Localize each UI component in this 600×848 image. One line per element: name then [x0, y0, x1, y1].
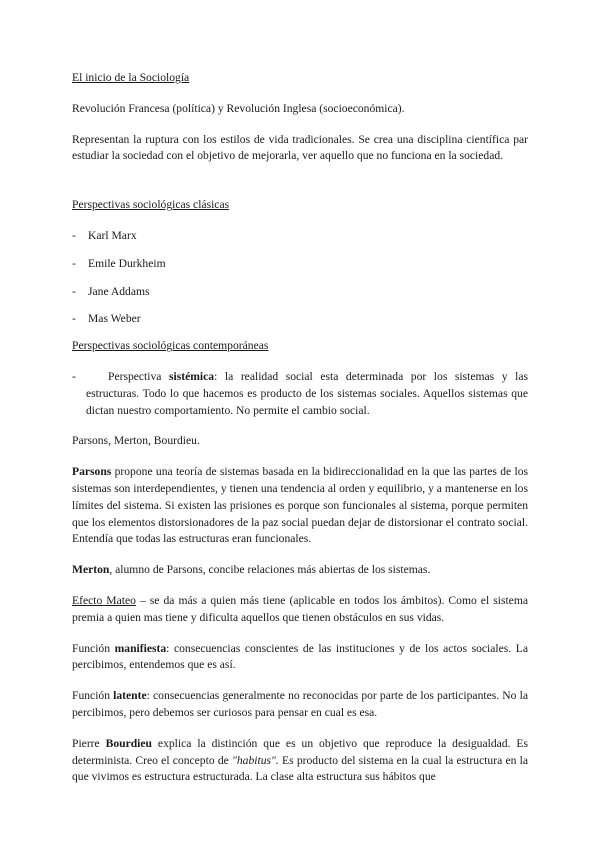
parsons-text: propone una teoría de sistemas basada en la bidireccionalidad en la que las partes de los sistemas son interdependientes, y tienen una tendencia al orden y equilibrio, y a mantenerse en los límites del sistema. Si existen las prisiones es porque son funcionales al sistema, porque permiten que los elementos distorsionadores de la paz social puedan dejar de distorsionar el contrato social. Entendía que todas las estructuras eran funcionales. [72, 465, 528, 546]
bourdieu-text-2: Es producto del sistema en la cual la estructura en la que vivimos es estructura estructurada. La clase alta estructura sus hábitos que [72, 753, 528, 784]
systemic-pre: Perspectiva [108, 369, 170, 383]
systemic-post: : la realidad social esta determinada por los sistemas y las estructuras. Todo lo que hacemos es producto de los sistemas sociales. Aquellos sistemas que dictan nuestro comportamiento. No permite el cambio social. [86, 369, 529, 417]
list-dash: - [72, 256, 76, 270]
bourdieu-name: Bourdieu [105, 736, 152, 750]
parsons-paragraph [72, 464, 528, 548]
merton-paragraph [72, 562, 528, 579]
classic-heading [72, 197, 528, 214]
manifiesta-text: : consecuencias conscientes de las instituciones y de los actos sociales. La percibimos, entendemos que es así. [72, 641, 529, 672]
intro-paragraph: Representan la ruptura con los estilos de vida tradicionales. Se crea una disciplina científica par estudiar la sociedad con el objetivo de mejorarla, ver aquello que no funciona en la sociedad. [72, 132, 528, 163]
revolutions-paragraph: Revolución Francesa (política) y Revolución Inglesa (socioeconómica). [72, 101, 405, 115]
classic-heading-text: Perspectivas sociológicas clásicas [72, 198, 230, 212]
latente-text: : consecuencias generalmente no reconocidas por parte de los participantes. No la percibimos, pero debemos ser curiosos para pensar en cual es esa. [72, 689, 528, 719]
list-dash: - [72, 228, 76, 242]
latente-pre: Función [72, 689, 114, 703]
list-dash: - [72, 369, 76, 383]
list-dash: - [72, 284, 76, 298]
title-text: El inicio de la Sociología [72, 71, 190, 84]
systemic-item [72, 369, 528, 419]
list-item-label: Emile Durkheim [88, 256, 166, 270]
mateo-paragraph [72, 593, 528, 627]
bourdieu-pre: Pierre [72, 736, 106, 750]
list-item [72, 284, 528, 301]
mateo-text: – se da más a quien más tiene (aplicable en todos los ámbitos). Como el sistema premia a quien mas tiene y dificulta aquellos que tienen obstáculos en sus vidas. [72, 593, 528, 624]
document-page [72, 70, 528, 800]
list-item-label: Karl Marx [88, 228, 137, 242]
bourdieu-text-1: explica la distinción que es un objetivo que reproduce la desigualdad. Es determinista. Creo el concepto de [72, 736, 528, 767]
mateo-term: Efecto Mateo [72, 593, 136, 607]
manifiesta-paragraph [72, 641, 528, 675]
merton-name: Merton [72, 563, 110, 577]
contemporary-heading [72, 338, 528, 355]
manifiesta-term: manifiesta [114, 641, 167, 655]
list-item [72, 256, 528, 273]
habitus-term: "habitus". [232, 753, 279, 767]
systemic-text [86, 369, 528, 419]
list-item-label: Jane Addams [88, 284, 150, 298]
list-item [72, 228, 528, 245]
contemporary-heading-text: Perspectivas sociológicas contemporáneas [72, 339, 269, 353]
systemic-bold: sistémica [169, 369, 215, 383]
authors-line: Parsons, Merton, Bourdieu. [72, 434, 200, 448]
bourdieu-paragraph [72, 736, 528, 786]
manifiesta-pre: Función [72, 641, 115, 655]
list-item-label: Mas Weber [88, 312, 141, 326]
list-item [72, 311, 528, 328]
parsons-name: Parsons [72, 465, 112, 479]
list-dash: - [72, 312, 76, 326]
latente-term: latente [113, 689, 147, 703]
latente-paragraph [72, 688, 528, 722]
section-title [72, 70, 528, 87]
merton-text: , alumno de Parsons, concibe relaciones más abiertas de los sistemas. [109, 563, 431, 577]
